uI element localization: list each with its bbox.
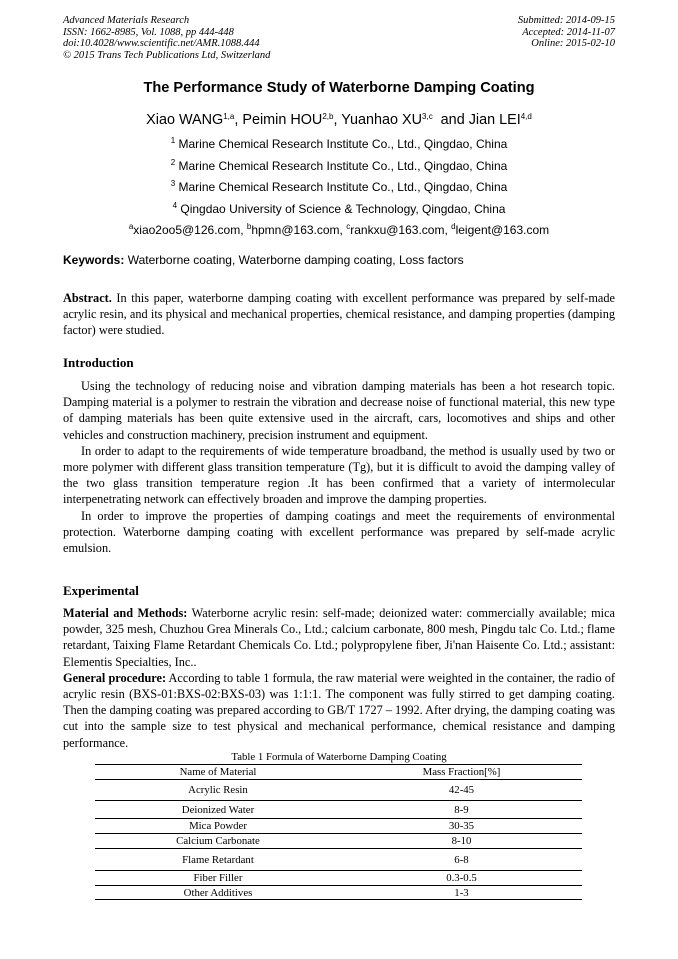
email-link[interactable]: hpmn@163.com,	[251, 223, 347, 237]
table-cell: 1-3	[341, 886, 582, 900]
author-name: Jian LEI	[468, 112, 521, 128]
table-cell: 8-9	[341, 801, 582, 819]
affiliation-sup: 2	[170, 158, 176, 167]
table-cell: Mica Powder	[95, 819, 341, 834]
table-cell: Flame Retardant	[95, 849, 341, 871]
author-sup: 2,b	[322, 112, 334, 121]
experimental-body	[63, 605, 615, 751]
procedure-label: General procedure:	[63, 670, 167, 685]
table-cell: 0.3-0.5	[341, 871, 582, 886]
table-caption: Table 1 Formula of Waterborne Damping Coating	[231, 751, 447, 763]
email-sup: c	[346, 222, 351, 231]
keywords	[63, 253, 615, 267]
email-link[interactable]: xiao2oo5@126.com,	[133, 223, 247, 237]
online-date: Online: 2015-02-10	[531, 38, 615, 49]
table-cell: Acrylic Resin	[95, 780, 341, 801]
accepted-date: Accepted: 2014-11-07	[522, 26, 615, 38]
journal-info	[63, 15, 270, 61]
author-name: Yuanhao XU	[341, 112, 423, 128]
affiliation-sup: 1	[170, 136, 176, 145]
author-sep: ,	[234, 112, 243, 128]
table-cell: 8-10	[341, 834, 582, 849]
abstract	[63, 290, 615, 339]
journal-doi: doi:10.4028/www.scientific.net/AMR.1088.444	[63, 38, 260, 49]
paragraph: In order to adapt to the requirements of wide temperature broadband, the method is usually used by two or more polymer with different glass transition temperature (Tg), but it is difficult to avoid the damping valley of the two glass transition temperature region .It has been confirmed that a variety of intermolecular interpenetrating network can effectively broaden and improve the damping properties.	[63, 443, 615, 507]
author-name: Peimin HOU	[242, 112, 323, 128]
author-list	[0, 112, 678, 128]
journal-issn: ISSN: 1662-8985, Vol. 1088, pp 444-448	[63, 26, 234, 38]
affiliation	[0, 159, 678, 173]
journal-copyright: © 2015 Trans Tech Publications Ltd, Switzerland	[63, 49, 271, 61]
affiliation	[0, 180, 678, 194]
table-header: Mass Fraction[%]	[341, 765, 582, 780]
author-sup: 4,d	[520, 112, 532, 121]
table-row	[95, 819, 582, 834]
affiliation-text: Marine Chemical Research Institute Co., Ltd., Qingdao, China	[178, 180, 508, 194]
abstract-text: In this paper, waterborne damping coating with excellent performance was prepared by self-made acrylic resin, and its physical and mechanical properties, chemical resistance, and damping properties (damping factor) were studied.	[63, 291, 615, 338]
email-sup: b	[246, 222, 252, 231]
paper-title: The Performance Study of Waterborne Damping Coating	[143, 80, 535, 96]
author-sep: ,	[333, 112, 342, 128]
journal-name: Advanced Materials Research	[63, 15, 190, 26]
table-cell: Deionized Water	[95, 801, 341, 819]
abstract-label: Abstract.	[63, 291, 112, 305]
procedure-text: According to table 1 formula, the raw material were weighted in the container, the radio of acrylic resin (BXS-01:BXS-02:BXS-03) was 1:1:1. The component was fully stirred to get damping coating. Then the damping coating was prepared according to GB/T 1727 – 1992. After drying, the damping coating was cut into the sample size to test physical and mechanical performance, chemical resistance and damping performance.	[63, 670, 615, 750]
introduction-body	[63, 378, 615, 556]
submitted-date: Submitted: 2014-09-15	[517, 15, 615, 26]
table-row	[95, 886, 582, 900]
author-sup: 1,a	[223, 112, 235, 121]
table-row	[95, 801, 582, 819]
author-sep: and	[432, 112, 469, 128]
keywords-text: Waterborne coating, Waterborne damping coating, Loss factors	[124, 253, 464, 267]
table-row	[95, 780, 582, 801]
email-sup: d	[451, 222, 456, 231]
table-cell: Other Additives	[95, 886, 341, 900]
formula-table	[95, 764, 582, 900]
materials-text: Waterborne acrylic resin: self-made; deionized water: commercially available; mica powder, 325 mesh, Chuzhou Grea Minerals Co., Ltd.; calcium carbonate, 800 mesh, Pingdu talc Co. Ltd.; flame retardant, Taixing Flame Retardant Chemicals Co. Ltd.; polypropylene fiber, Ji'nan Haisente Co. Ltd.; assistant: Elementis Specialties, Inc..	[63, 606, 616, 669]
section-heading-experimental: Experimental	[63, 583, 139, 598]
author-emails	[0, 223, 678, 237]
paragraph: Using the technology of reducing noise and vibration damping materials has been a hot research topic. Damping material is a polymer to restrain the vibration and decrease noise of functional material, this new type of damping materials has been quite extensive used in the aircraft, cars, locomotives and ships and other vehicles and construction machinery, precision instrument and equipment.	[63, 379, 615, 442]
author-name: Xiao WANG	[146, 112, 224, 128]
table-cell: Calcium Carbonate	[95, 834, 341, 849]
section-heading-introduction: Introduction	[63, 355, 134, 370]
paragraph: In order to improve the properties of damping coatings and meet the requirements of environmental protection. Waterborne damping coating with excellent performance was prepared by self-made acrylic emulsion.	[63, 508, 615, 556]
affiliation-text: Marine Chemical Research Institute Co., Ltd., Qingdao, China	[178, 137, 508, 151]
affiliation-text: Qingdao University of Science & Technology, Qingdao, China	[180, 202, 506, 216]
table-header: Name of Material	[95, 765, 341, 780]
affiliation-text: Marine Chemical Research Institute Co., Ltd., Qingdao, China	[178, 159, 508, 173]
author-sup: 3,c	[422, 112, 433, 121]
email-link[interactable]: leigent@163.com	[455, 223, 550, 237]
affiliation	[0, 202, 678, 216]
table-row	[95, 849, 582, 871]
affiliation-sup: 3	[170, 179, 176, 188]
table-row	[95, 871, 582, 886]
table-row	[95, 834, 582, 849]
paragraph	[63, 670, 615, 751]
email-link[interactable]: rankxu@163.com,	[350, 223, 452, 237]
materials-label: Material and Methods:	[63, 606, 188, 620]
table-header-row	[95, 765, 582, 780]
table-cell: Fiber Filler	[95, 871, 341, 886]
email-sup: a	[128, 222, 134, 231]
affiliation-sup: 4	[172, 201, 178, 210]
table-cell: 42-45	[341, 780, 582, 801]
submission-dates	[518, 15, 615, 50]
table-cell: 30-35	[341, 819, 582, 834]
affiliation	[0, 137, 678, 151]
table-cell: 6-8	[341, 849, 582, 871]
keywords-label: Keywords:	[63, 253, 125, 267]
paragraph	[63, 605, 615, 670]
